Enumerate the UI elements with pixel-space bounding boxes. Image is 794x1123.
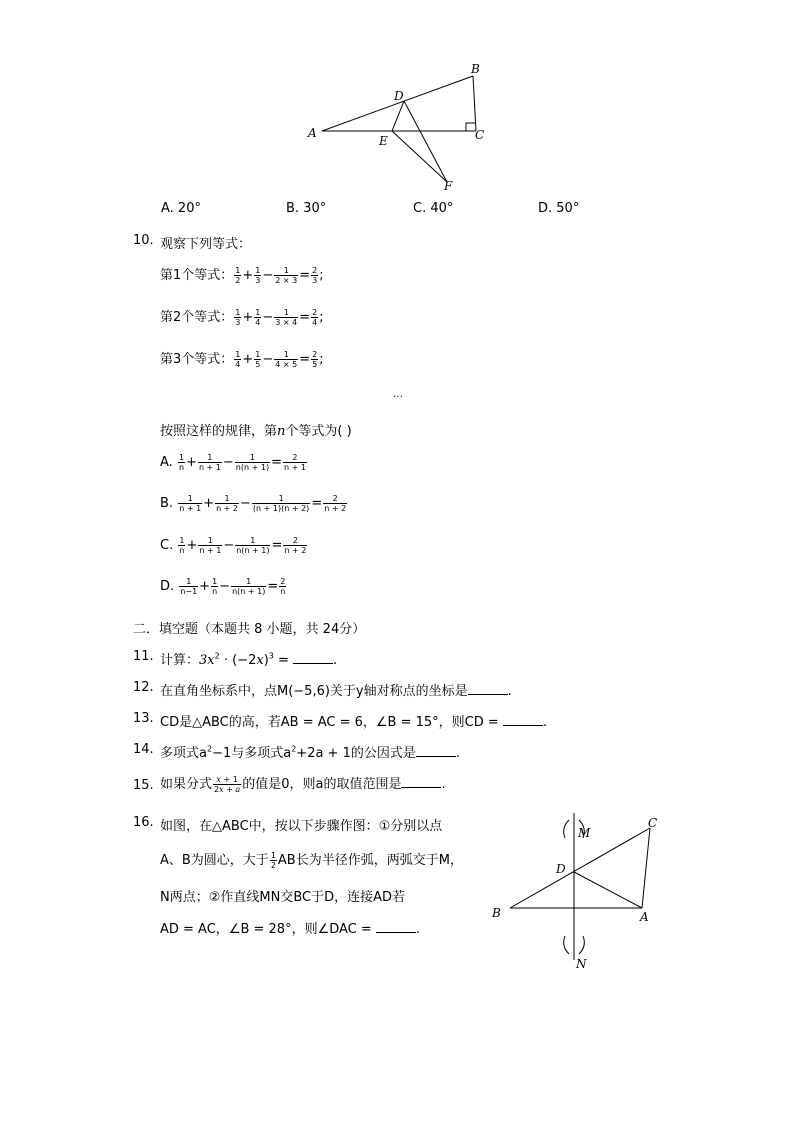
q16-number: 16. [133, 815, 154, 830]
label-d: D [394, 89, 404, 103]
label-f: F [444, 179, 453, 193]
q12-text: 在直角坐标系中，点M(−5,6)关于y轴对称点的坐标是 . [160, 684, 512, 699]
q10-equation-3: 第3个等式： $\frac{1}{4}$ + $\frac{1}{5}$ − $\frac{1}{4 \times 5}$ = $\frac{2}{5}$ ; [160, 350, 324, 369]
q13-text: CD是△ABC的高，若AB = AC = 6，∠B = 15°，则CD = . [160, 715, 548, 730]
label-c: C [648, 816, 658, 830]
right-angle-mark [466, 123, 475, 131]
q16-line1: 如图，在△ABC中，按以下步骤作图：①分别以点 [160, 819, 443, 834]
q10-stem: 观察下列等式： [160, 237, 252, 252]
q10-equation-1: 第1个等式： $\frac{1}{2}$ + $\frac{1}{3}$ − $\frac{1}{2 \times 3}$ = $\frac{2}{3}$ ; [160, 266, 324, 285]
label-c: C [475, 128, 485, 142]
q10-equation-2: 第2个等式： $\frac{1}{3}$ + $\frac{1}{4}$ − $\frac{1}{3 \times 4}$ = $\frac{2}{4}$ ; [160, 308, 324, 327]
q12-answer-blank[interactable] [468, 693, 508, 695]
eq1-label: 第1个等式： [160, 268, 234, 283]
section-2-title: 二．填空题（本题共 8 小题，共 24分） [133, 622, 366, 637]
q9-option-d[interactable]: D. 50° [538, 201, 580, 216]
arc-bottom-left [564, 936, 569, 954]
q10-option-b[interactable]: B. $\frac{1}{n + 1}$ + $\frac{1}{n + 2}$ − $\frac{1}{(n + 1)(n + 2)}$ = $\frac{2}{n + 2}$ [160, 494, 347, 513]
q9-option-b[interactable]: B. 30° [286, 201, 327, 216]
q15-answer-blank[interactable] [401, 786, 441, 788]
segment-de [392, 101, 404, 131]
q10-option-c[interactable]: C. $\frac{1}{n}$ + $\frac{1}{n + 1}$ − $\frac{1}{n(n + 1)}$ = $\frac{2}{n + 2}$ [160, 536, 307, 555]
figure-perpendicular-bisector [485, 808, 670, 973]
q11-text: 计算：$3x^2 \cdot (-2x)^3$ = . [160, 651, 338, 668]
q15-number: 15. [133, 778, 154, 793]
q14-text: 多项式$a^2-1$与多项式$a^2+2a + 1$的公因式是 . [160, 744, 460, 761]
q13-number: 13. [133, 711, 154, 726]
q10-number: 10. [133, 233, 154, 248]
segment-ab [322, 76, 473, 131]
label-a: A [640, 910, 649, 924]
label-d: D [556, 862, 566, 876]
q13-answer-blank[interactable] [503, 724, 543, 726]
eq2-label: 第2个等式： [160, 310, 234, 325]
label-m: M [578, 826, 591, 840]
arc-bottom-right [579, 936, 584, 954]
q10-ask: 按照这样的规律，第n个等式为( ) [160, 424, 352, 439]
q9-option-a[interactable]: A. 20° [161, 201, 201, 216]
q9-option-c[interactable]: C. 40° [413, 201, 454, 216]
q11-number: 11. [133, 649, 154, 664]
q15-text: 如果分式 $\frac{x + 1}{2x + a}$ 的值是0，则a的取值范围是 . [160, 775, 446, 794]
label-e: E [379, 134, 388, 148]
eq3-label: 第3个等式： [160, 352, 234, 367]
segment-bc [510, 828, 650, 908]
q14-number: 14. [133, 742, 154, 757]
segment-ca [642, 828, 650, 908]
segment-da [574, 872, 642, 908]
arc-top-left [564, 820, 569, 838]
label-a: A [308, 126, 317, 140]
q11-answer-blank[interactable] [293, 662, 333, 664]
label-b: B [492, 906, 501, 920]
figure-triangle-abc-def [300, 55, 510, 200]
q16-line4: AD = AC，∠B = 28°，则∠DAC = . [160, 922, 421, 937]
label-n: N [576, 957, 587, 971]
q16-answer-blank[interactable] [376, 931, 416, 933]
label-b: B [471, 62, 480, 76]
q16-line3: N两点；②作直线MN交BC于D，连接AD若 [160, 890, 406, 905]
q10-ellipsis: … [393, 389, 403, 400]
segment-df [404, 101, 447, 182]
q10-option-a[interactable]: A. $\frac{1}{n}$ + $\frac{1}{n + 1}$ − $\frac{1}{n(n + 1)}$ = $\frac{2}{n + 1}$ [160, 453, 306, 472]
q14-answer-blank[interactable] [416, 755, 456, 757]
segment-ef [392, 131, 447, 182]
q16-line2: A、B为圆心，大于 $\frac{1}{2}$ AB长为半径作弧，两弧交于M， [160, 851, 463, 870]
q12-number: 12. [133, 680, 154, 695]
q10-option-d[interactable]: D. $\frac{1}{n-1}$ + $\frac{1}{n}$ − $\frac{1}{n(n + 1)}$ = $\frac{2}{n}$ [160, 577, 286, 596]
